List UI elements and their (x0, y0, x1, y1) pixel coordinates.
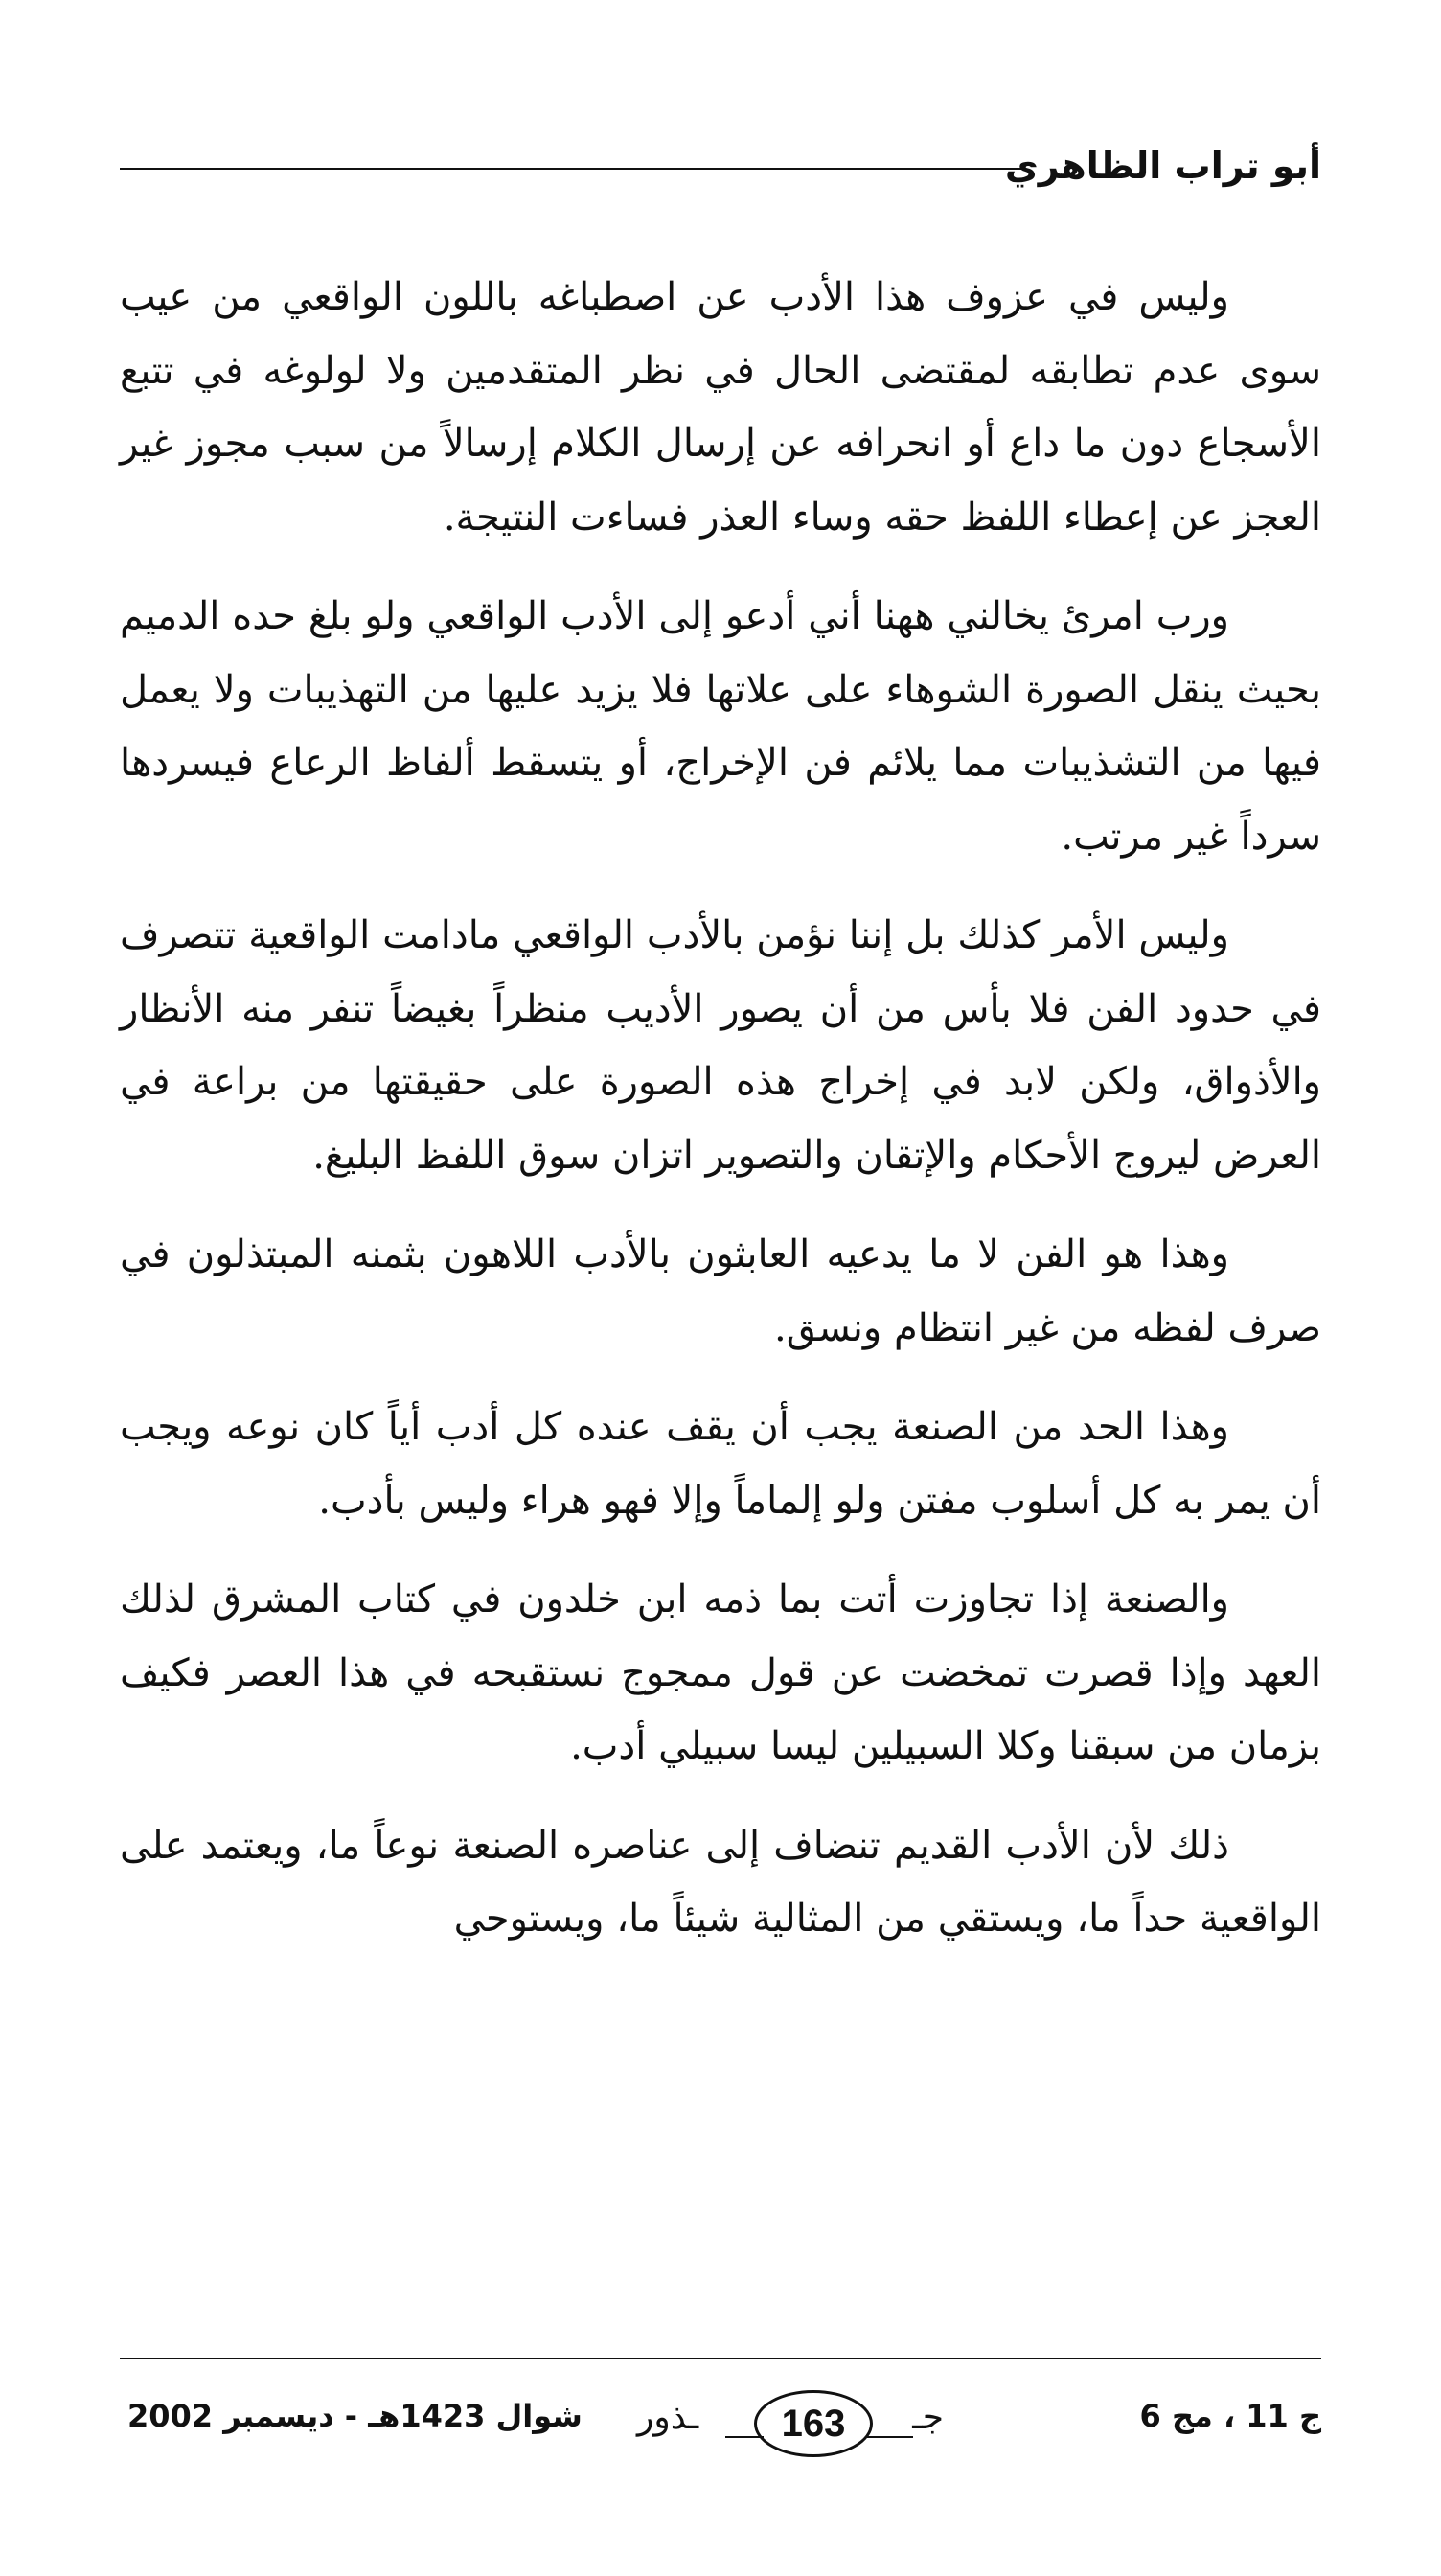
paragraph-3: وليس الأمر كذلك بل إننا نؤمن بالأدب الواقعي مادامت الواقعية تتصرف في حدود الفن فلا بأس من أن يصور الأديب منظراً بغيضاً تنفر منه الأنظار والأذواق، ولكن لابد في إخراج هذه الصورة على حقيقتها من براعة في العرض ليروج الأحكام والإتقان والتصوير اتزان سوق اللفظ البليغ. (120, 913, 1321, 1178)
journal-name-end: ـذور (637, 2398, 699, 2437)
journal-line-left (725, 2436, 764, 2438)
paragraph-7: ذلك لأن الأدب القديم تنضاف إلى عناصره الصنعة نوعاً ما، ويعتمد على الواقعية حداً ما، ويستقي من المثالية شيئاً ما، ويستوحي (120, 1823, 1321, 1941)
page-number: 163 (754, 2390, 873, 2457)
issue-date: شوال 1423هـ - ديسمبر 2002 (127, 2398, 583, 2434)
body-text (120, 261, 1321, 1982)
journal-line-right (863, 2436, 913, 2438)
journal-logo (637, 2388, 944, 2457)
paragraph-6: والصنعة إذا تجاوزت أتت بما ذمه ابن خلدون في كتاب المشرق لذلك العهد وإذا قصرت تمخضت عن قول ممجوج نستقبحه في هذا العصر فكيف بزمان من سبقنا وكلا السبيلين ليسا سبيلي أدب. (120, 1577, 1321, 1768)
paragraph-4: وهذا هو الفن لا ما يدعيه العابثون بالأدب اللاهون بثمنه المبتذلون في صرف لفظه من غير انتظام ونسق. (120, 1232, 1321, 1350)
issue-info: ج 11 ، مج 6 (1139, 2398, 1321, 2434)
running-header (120, 142, 1321, 199)
paragraph-5: وهذا الحد من الصنعة يجب أن يقف عنده كل أدب أياً كان نوعه ويجب أن يمر به كل أسلوب مفتن ولو إلماماً وإلا فهو هراء وليس بأدب. (120, 1405, 1321, 1523)
paragraph-1: وليس في عزوف هذا الأدب عن اصطباغه باللون الواقعي من عيب سوى عدم تطابقه لمقتضى الحال في نظر المتقدمين ولا لولوغه في تتبع الأسجاع دون ما داع أو انحرافه عن إرسال الكلام إرسالاً من سبب مجوز غير العجز عن إعطاء اللفظ حقه وساء العذر فساءت النتيجة. (120, 275, 1321, 540)
header-rule (120, 168, 1024, 170)
paragraph-2: ورب امرئ يخالني ههنا أني أدعو إلى الأدب الواقعي ولو بلغ حده الدميم بحيث ينقل الصورة الشوهاء على علاتها فلا يزيد عليها من التهذيبات ولا يعمل فيها من التشذيبات مما يلائم فن الإخراج، أو يتسقط ألفاظ الرعاع فيسردها سرداً غير مرتب. (120, 594, 1321, 859)
footer-rule (120, 2358, 1321, 2359)
journal-name-start: جـ (912, 2398, 944, 2437)
author-name: أبو تراب الظاهري (1004, 145, 1321, 187)
page-footer (120, 2375, 1321, 2471)
